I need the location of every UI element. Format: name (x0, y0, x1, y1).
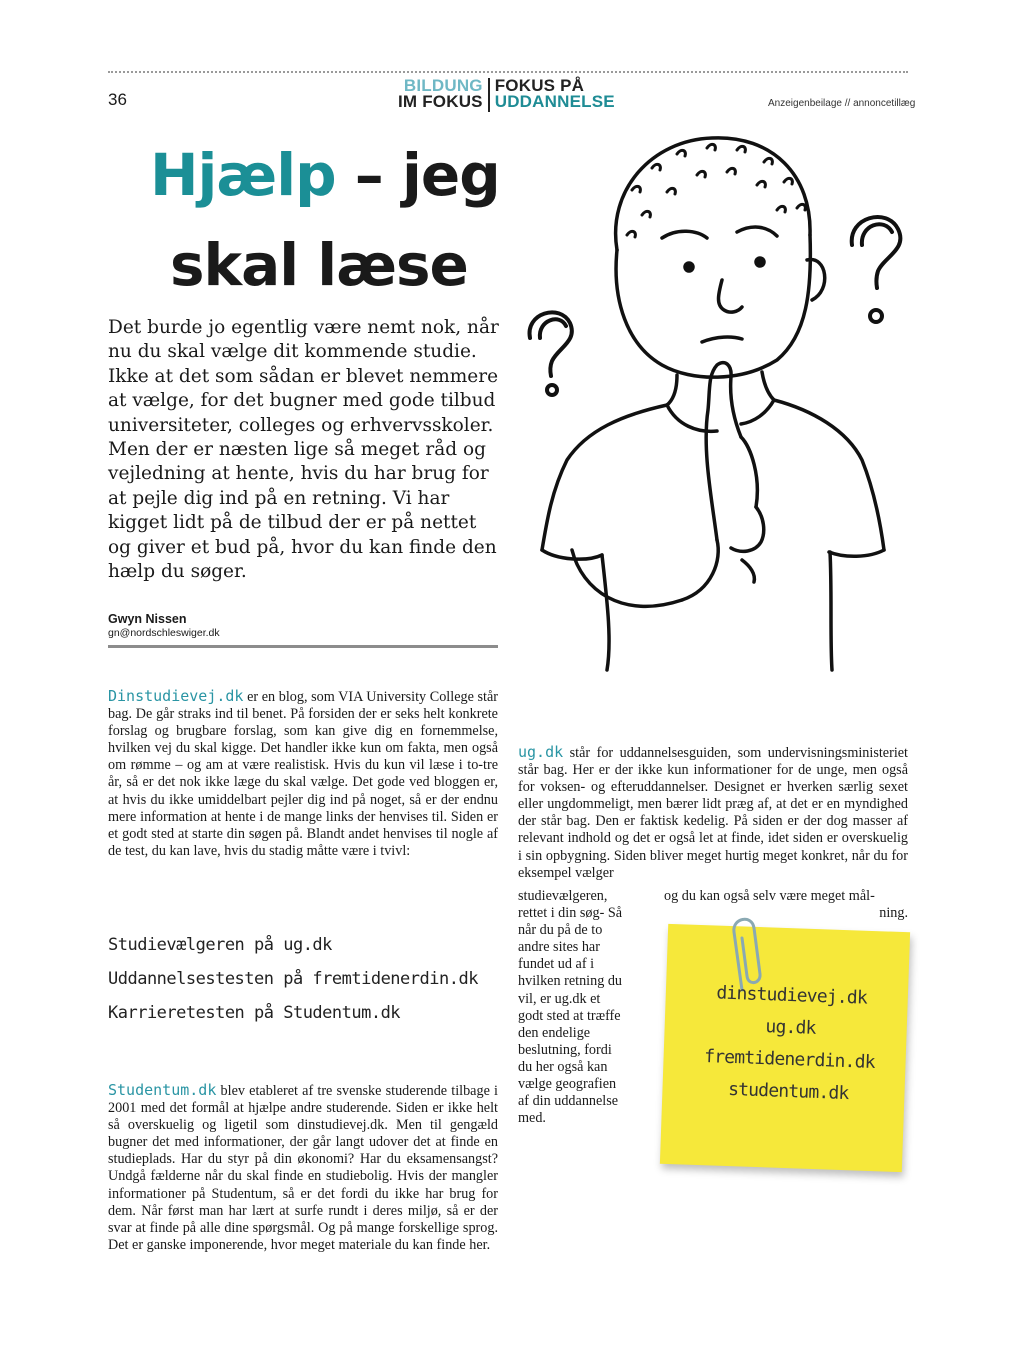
article-studentum-body: blev etableret af tre svenske studerende tilbage i 2001 med det formål at hjælpe andre studerende. Siden er ikke helt så overskuelig og ligetil som dinstudievej.dk. Men til gengæld bugner det med informationer, der går langt udover det at finde en studieplads. Har du styr på din økonomi? Har du eksamensangst? Undgå fælderne når du skal finde en studiebolig. Hvis der mangler informationer på Studentum, så er det fordi du ikke har brug for dem. Når først man har lært at surfe rundt i deres miljø, så er der svar at finde på alle dine spørgsmål. Og på mange forskellige sprog. Det er ganske imponerende, hvor meget materiale du kan finde her. (108, 1083, 498, 1253)
masthead-left-bottom: IM FOKUS (398, 92, 483, 111)
masthead-right-top: FOKUS PÅ (494, 76, 585, 95)
site-name-studentum: Studentum.dk (108, 1081, 217, 1099)
supplement-label: Anzeigenbeilage // annoncetillæg (768, 98, 916, 109)
article-ug (518, 744, 908, 882)
test-item: Uddannelsestesten på fremtidenerdin.dk (108, 969, 478, 989)
headline-line-2: skal læse (170, 231, 468, 299)
article-dinstudievej-text (108, 688, 498, 860)
page-title (150, 130, 510, 310)
headline-accent: Hjælp (150, 141, 336, 209)
article-studentum-text (108, 1082, 498, 1254)
page-number: 36 (108, 90, 127, 109)
test-item: Studievælgeren på ug.dk (108, 935, 332, 955)
article-studentum (108, 1082, 498, 1254)
author-email: gn@nordschleswiger.dk (108, 627, 220, 639)
sticky-note-item: ug.dk (765, 1016, 817, 1039)
article-ug-body: står for uddannelsesguiden, som undervisningsministeriet står bag. Her er der ikke kun informationer for de unge, men også for voksen- og efteruddannelser. Designet er hverken særlig sexet eller ungdommeligt, men bærer lidt præg af, at det er en myndighed der står bag. Den er faktisk kedelig. På siden er der dog masser af relevant indhold og det er også let at finde, idet siden er overskuelig i sin opbygning. Siden bliver meget hurtig meget konkret, når du for eksempel vælger (518, 745, 908, 881)
article-dinstudievej-body: er en blog, som VIA University College står bag. De går straks ind til benet. På forsiden der er seks helt konkrete forslag og brugbare forslag, som kan give dig en fornemmelse, hvilken vej du skal kigge. Det handler ikke kun om fakta, men også om rømme – og am at være realistisk. Hvis du kun vil læse i to-tre år, så er det nok ikke læge du skal vælge. Det gode ved bloggen er, at hvis du ikke umiddelbart pejler dig ind på noget, så er der endnu mere information at hente i de mange links der henvises til. Siden er et godt sted at starte din søgen på. Blandt andet henvises til nogle af de test, du kan lave, hvis du stadig måtte være i tvivl: (108, 689, 498, 859)
article-ug-right-text: og du kan også selv være meget mål- (664, 888, 875, 904)
thinking-person-illustration (512, 120, 932, 680)
article-dinstudievej (108, 688, 498, 860)
masthead-right-bottom: UDDANNELSE (494, 92, 615, 111)
sticky-note-item: fremtidenerdin.dk (703, 1046, 876, 1073)
article-ug-text (518, 744, 908, 882)
headline-line-1 (150, 130, 510, 220)
intro-paragraph: Det burde jo egentlig være nemt nok, når nu du skal vælge dit kommende studie. Ikke at det som sådan er blevet nemmere at vælge, for det bugner med gode tilbud universiteter, colleges og erhvervsskoler. Men der er næsten lige så meget råd og vejledning at hente, hvis du har brug for at pejle dig ind på en retning. Vi har kigget lidt på de tilbud der er på nettet og giver et bud på, hvor du kan finde den hælp du søger. (108, 317, 499, 583)
site-name-dinstudievej: Dinstudievej.dk (108, 687, 244, 705)
masthead-left (398, 78, 490, 112)
masthead-left-top: BILDUNG (403, 76, 483, 95)
article-ug-right-end: ning. (879, 905, 908, 922)
site-name-ug: ug.dk (518, 743, 564, 761)
article-ug-narrow-column (518, 888, 628, 1127)
author-name: Gwyn Nissen (108, 612, 187, 626)
top-rule (108, 71, 908, 73)
masthead-right (490, 78, 615, 112)
test-item: Karrieretesten på Studentum.dk (108, 1003, 401, 1023)
article-ug-narrow-text: studievælgeren, rettet i din søg- Så når du på de to andre sites har fundet ud af i hvilken retning du vil, er ug.dk et godt sted at træffe den endelige beslutning, fordi du her også kan vælge geografien af din uddannelse med. (518, 888, 623, 1127)
article-ug-right-fragment (664, 888, 908, 922)
masthead-logo (398, 78, 615, 112)
byline (108, 612, 220, 639)
byline-rule (108, 645, 498, 648)
sticky-note-item: dinstudievej.dk (716, 982, 868, 1009)
test-list (108, 928, 478, 1030)
sticky-note-item: studentum.dk (727, 1078, 849, 1105)
sticky-note-list (678, 976, 902, 1112)
headline-rest: – jeg (335, 141, 500, 209)
